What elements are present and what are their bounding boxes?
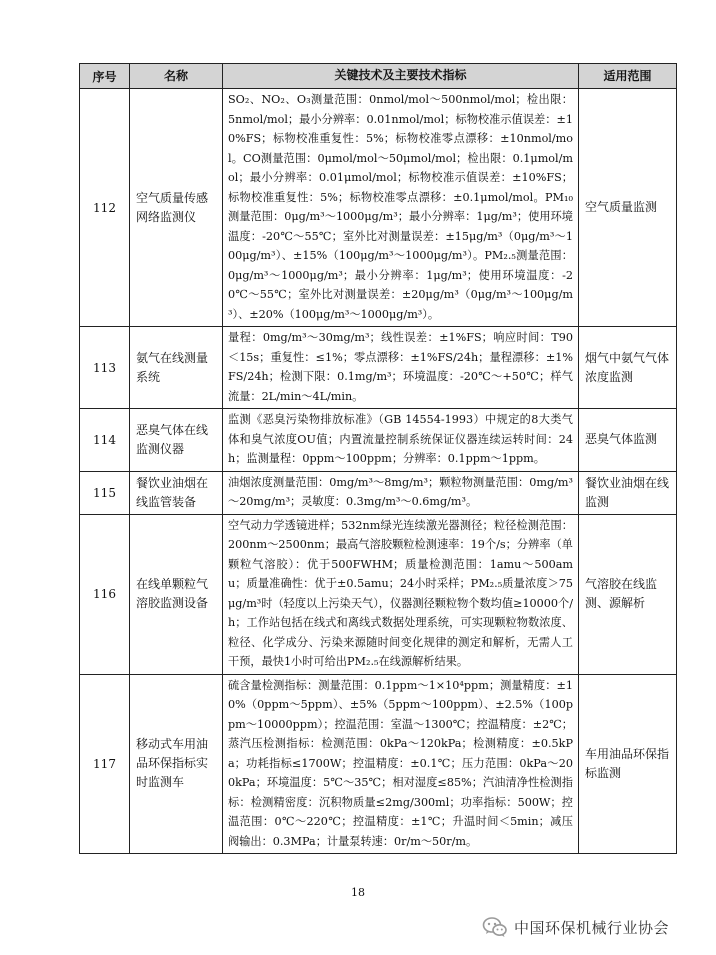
table-header-row <box>80 64 677 89</box>
row-number: 113 <box>80 327 130 409</box>
row-number: 116 <box>80 514 130 674</box>
row-number: 117 <box>80 674 130 854</box>
row-spec: SO₂、NO₂、O₃测量范围：0nmol/mol～500nmol/mol；检出限：5nmol/mol；最小分辨率：0.01nmol/mol；标物校准示值误差：±10%FS；标物校准重复性：5%；标物校准零点漂移：±10nmol/mol。CO测量范围：0μmol/mol～50μmol/mol；检出限：0.1μmol/mol；最小分辨率：0.01μmol/mol；标物校准示值误差：±10%FS；标物校准重复性：5%；标物校准零点漂移：±0.1μmol/mol。PM₁₀测量范围：0μg/m³～1000μg/m³；最小分辨率：1μg/m³；使用环境温度：-20℃～55℃；室外比对测量误差：±15μg/m³（0μg/m³～100μg/m³）、±15%（100μg/m³～1000μg/m³）。PM₂.₅测量范围：0μg/m³～1000μg/m³；最小分辨率：1μg/m³；使用环境温度：-20℃～55℃；室外比对测量误差：±20μg/m³（0μg/m³～100μg/m³）、±20%（100μg/m³～1000μg/m³）。 <box>223 89 579 327</box>
row-spec: 硫含量检测指标：测量范围：0.1ppm～1×10⁴ppm；测量精度：±10%（0ppm～5ppm）、±5%（5ppm～100ppm）、±2.5%（100ppm～10000ppm）；控温范围：室温～1300℃；控温精度：±2℃；蒸汽压检测指标：检测范围：0kPa～120kPa；检测精度：±0.5kPa；功耗指标≤1700W；控温精度：±0.1℃；压力范围：0kPa～200kPa；环境温度：5℃～35℃；相对湿度≤85%；汽油清净性检测指标：检测精密度：沉积物质量≤2mg/300ml；功率指标：500W；控温范围：0℃～220℃；控温精度：±1℃；升温时间＜5min；减压阀输出：0.3MPa；计量泵转速：0r/m～50r/m。 <box>223 674 579 854</box>
row-name: 移动式车用油品环保指标实时监测车 <box>130 674 223 854</box>
row-number: 112 <box>80 89 130 327</box>
table-row <box>80 471 677 514</box>
row-scope: 空气质量监测 <box>579 89 677 327</box>
row-number: 115 <box>80 471 130 514</box>
row-spec: 空气动力学透镜进样；532nm绿光连续激光器测径；粒径检测范围：200nm～2500nm；最高气溶胶颗粒检测速率：19个/s；分辨率（单颗粒气溶胶）：优于500FWHM；质量检测范围：1amu～500amu；质量准确性：优于±0.5amu；24小时采样；PM₂.₅质量浓度＞75μg/m³时（轻度以上污染天气），仪器测径颗粒物个数均值≥10000个/h；工作站包括在线式和离线式数据处理系统，可实现颗粒物数浓度、粒径、化学成分、污染来源随时间变化规律的测定和解析，无需人工干预，最快1小时可给出PM₂.₅在线源解析结果。 <box>223 514 579 674</box>
row-name: 氨气在线测量系统 <box>130 327 223 409</box>
row-spec: 监测《恶臭污染物排放标准》（GB 14554-1993）中规定的8大类气体和臭气浓度OU值；内置流量控制系统保证仪器连续运转时间：24h；监测量程：0ppm～100ppm；分辨率：0.1ppm～1ppm。 <box>223 409 579 472</box>
watermark-text: 中国环保机械行业协会 <box>514 918 670 937</box>
table-row <box>80 409 677 472</box>
header-no: 序号 <box>80 64 130 89</box>
page-number: 18 <box>351 886 365 899</box>
header-spec: 关键技术及主要技术指标 <box>223 64 579 89</box>
tech-table <box>79 63 677 854</box>
row-name: 在线单颗粒气溶胶监测设备 <box>130 514 223 674</box>
row-name: 恶臭气体在线监测仪器 <box>130 409 223 472</box>
header-scope: 适用范围 <box>579 64 677 89</box>
header-name: 名称 <box>130 64 223 89</box>
row-name: 空气质量传感网络监测仪 <box>130 89 223 327</box>
table-row <box>80 674 677 854</box>
row-spec: 量程：0mg/m³～30mg/m³；线性误差：±1%FS；响应时间：T90＜15s；重复性：≤1%；零点漂移：±1%FS/24h；量程漂移：±1%FS/24h；检测下限：0.1mg/m³；环境温度：-20℃～+50℃；样气流量：2L/min～4L/min。 <box>223 327 579 409</box>
row-number: 114 <box>80 409 130 472</box>
wechat-logo-icon <box>482 915 508 939</box>
table-row <box>80 89 677 327</box>
watermark <box>482 914 669 940</box>
row-scope: 恶臭气体监测 <box>579 409 677 472</box>
row-scope: 烟气中氨气气体浓度监测 <box>579 327 677 409</box>
row-spec: 油烟浓度测量范围：0mg/m³～8mg/m³；颗粒物测量范围：0mg/m³～20mg/m³；灵敏度：0.3mg/m³～0.6mg/m³。 <box>223 471 579 514</box>
row-scope: 车用油品环保指标监测 <box>579 674 677 854</box>
table-row <box>80 514 677 674</box>
row-name: 餐饮业油烟在线监管装备 <box>130 471 223 514</box>
row-scope: 气溶胶在线监测、源解析 <box>579 514 677 674</box>
table-row <box>80 327 677 409</box>
row-scope: 餐饮业油烟在线监测 <box>579 471 677 514</box>
